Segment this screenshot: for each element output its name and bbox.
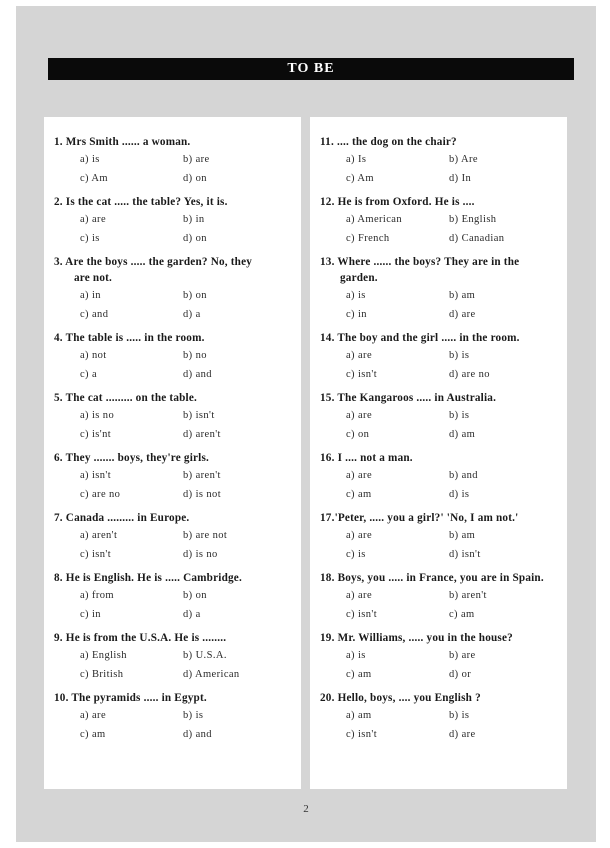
answer-options — [320, 466, 561, 504]
question-stem: 3. Are the boys ..... the garden? No, they — [54, 256, 253, 268]
answer-option-b[interactable]: b) is — [449, 410, 470, 421]
answer-option-c[interactable]: c) isn't — [346, 609, 378, 620]
question-text — [54, 390, 295, 406]
answer-option-a[interactable]: a) American — [346, 214, 402, 225]
question-text — [54, 194, 295, 210]
question-item — [320, 194, 561, 248]
question-text — [320, 254, 561, 286]
answer-option-d[interactable]: d) and — [183, 729, 212, 740]
question-stem: 14. The boy and the girl ..... in the room. — [320, 332, 520, 344]
answer-option-a[interactable]: a) isn't — [80, 470, 112, 481]
answer-option-a[interactable]: a) is — [346, 650, 366, 661]
answer-options — [54, 526, 295, 564]
question-text — [320, 450, 561, 466]
answer-option-b[interactable]: b) am — [449, 530, 476, 541]
answer-options — [320, 646, 561, 684]
question-stem: 12. He is from Oxford. He is .... — [320, 196, 475, 208]
answer-options — [320, 210, 561, 248]
answer-option-a[interactable]: a) am — [346, 710, 372, 721]
answer-option-a[interactable]: a) is — [80, 154, 100, 165]
answer-option-d[interactable]: d) or — [449, 669, 472, 680]
question-stem: 4. The table is ..... in the room. — [54, 332, 205, 344]
answer-option-a[interactable]: a) Is — [346, 154, 367, 165]
question-stem: 13. Where ...... the boys? They are in the — [320, 256, 520, 268]
answer-options — [320, 706, 561, 744]
answer-option-c[interactable]: c) a — [80, 369, 98, 380]
question-text — [54, 450, 295, 466]
right-question-column — [310, 117, 567, 789]
page-number: 2 — [303, 803, 309, 815]
answer-option-c[interactable]: c) am — [346, 489, 372, 500]
question-item — [320, 690, 561, 744]
answer-options — [54, 586, 295, 624]
question-stem: 5. The cat ......... on the table. — [54, 392, 198, 404]
question-text — [320, 194, 561, 210]
answer-options — [54, 210, 295, 248]
question-stem: 9. He is from the U.S.A. He is ........ — [54, 632, 227, 644]
answer-option-a[interactable]: a) from — [80, 590, 114, 601]
answer-option-a[interactable]: a) are — [346, 590, 372, 601]
answer-option-b[interactable]: b) are — [183, 154, 210, 165]
answer-options — [54, 646, 295, 684]
answer-option-d[interactable]: d) American — [183, 669, 240, 680]
question-text — [320, 630, 561, 646]
answer-option-b[interactable]: b) am — [449, 290, 476, 301]
answer-option-b[interactable]: b) in — [183, 214, 205, 225]
question-item — [320, 390, 561, 444]
answer-option-d[interactable]: d) isn't — [449, 549, 481, 560]
answer-option-d[interactable]: c) am — [449, 609, 475, 620]
answer-option-b[interactable]: b) Are — [449, 154, 478, 165]
answer-option-c[interactable]: c) in — [346, 309, 367, 320]
answer-option-b[interactable]: b) isn't — [183, 410, 215, 421]
answer-option-b[interactable]: b) on — [183, 590, 207, 601]
question-item — [320, 510, 561, 564]
answer-option-c[interactable]: c) and — [80, 309, 109, 320]
question-stem: 15. The Kangaroos ..... in Australia. — [320, 392, 497, 404]
answer-option-a[interactable]: a) are — [346, 410, 372, 421]
answer-option-b[interactable]: b) U.S.A. — [183, 650, 227, 661]
question-item — [320, 134, 561, 188]
answer-option-c[interactable]: c) French — [346, 233, 390, 244]
answer-option-d[interactable]: d) aren't — [183, 429, 221, 440]
question-item — [320, 330, 561, 384]
question-text — [320, 690, 561, 706]
answer-option-b[interactable]: b) aren't — [183, 470, 221, 481]
question-item — [320, 254, 561, 324]
answer-option-b[interactable]: b) are — [449, 650, 476, 661]
question-stem: 19. Mr. Williams, ..... you in the house? — [320, 632, 513, 644]
page-title: TO BE — [48, 58, 574, 80]
question-text — [320, 390, 561, 406]
answer-option-a[interactable]: a) are — [346, 530, 372, 541]
answer-option-c[interactable]: c) are no — [80, 489, 121, 500]
answer-option-d[interactable]: d) is — [449, 489, 470, 500]
answer-option-d[interactable]: d) is not — [183, 489, 222, 500]
answer-options — [320, 586, 561, 624]
answer-option-c[interactable]: c) is — [80, 233, 100, 244]
question-stem: 18. Boys, you ..... in France, you are in Spain. — [320, 572, 544, 584]
answer-options — [54, 706, 295, 744]
answer-option-d[interactable]: d) on — [183, 233, 207, 244]
question-item — [54, 134, 295, 188]
answer-option-a[interactable]: a) not — [80, 350, 107, 361]
answer-option-a[interactable]: a) English — [80, 650, 127, 661]
question-text — [320, 570, 561, 586]
worksheet-page — [16, 6, 596, 842]
answer-options — [54, 346, 295, 384]
answer-option-b[interactable]: b) is — [449, 350, 470, 361]
answer-option-d[interactable]: d) is no — [183, 549, 218, 560]
answer-option-c[interactable]: c) British — [80, 669, 124, 680]
answer-option-c[interactable]: c) isn't — [346, 369, 378, 380]
answer-option-a[interactable]: a) are — [80, 710, 106, 721]
answer-options — [54, 466, 295, 504]
question-item — [320, 630, 561, 684]
answer-option-c[interactable]: c) isn't — [80, 549, 112, 560]
question-item — [54, 630, 295, 684]
question-stem: 1. Mrs Smith ...... a woman. — [54, 136, 191, 148]
question-text — [54, 570, 295, 586]
answer-option-b[interactable]: b) aren't — [449, 590, 487, 601]
question-stem-continuation: garden. — [340, 272, 378, 284]
answer-option-d[interactable]: d) am — [449, 429, 476, 440]
question-item — [320, 450, 561, 504]
question-text — [54, 510, 295, 526]
answer-option-a[interactable]: a) are — [80, 214, 106, 225]
answer-option-d[interactable]: d) a — [183, 609, 201, 620]
question-stem: 20. Hello, boys, .... you English ? — [320, 692, 481, 704]
answer-option-b[interactable]: b) English — [449, 214, 497, 225]
answer-option-b[interactable]: b) and — [449, 470, 478, 481]
question-stem: 8. He is English. He is ..... Cambridge. — [54, 572, 242, 584]
answer-option-d[interactable]: d) on — [183, 173, 207, 184]
question-stem: 7. Canada ......... in Europe. — [54, 512, 190, 524]
answer-options — [320, 346, 561, 384]
answer-option-d[interactable]: d) are — [449, 729, 476, 740]
answer-options — [54, 406, 295, 444]
answer-option-b[interactable]: b) on — [183, 290, 207, 301]
question-item — [54, 330, 295, 384]
left-question-column — [44, 117, 301, 789]
question-text — [320, 510, 561, 526]
answer-options — [54, 150, 295, 188]
question-text — [54, 330, 295, 346]
answer-option-d[interactable]: d) and — [183, 369, 212, 380]
answer-option-c[interactable]: c) is — [346, 549, 366, 560]
answer-option-c[interactable]: c) Am — [80, 173, 108, 184]
question-text — [320, 330, 561, 346]
answer-option-c[interactable]: c) Am — [346, 173, 374, 184]
question-stem: 11. .... the dog on the chair? — [320, 136, 457, 148]
question-stem-continuation: are not. — [74, 272, 113, 284]
question-item — [54, 690, 295, 744]
question-text — [54, 254, 295, 286]
answer-option-d[interactable]: d) a — [183, 309, 201, 320]
answer-option-b[interactable]: b) is — [449, 710, 470, 721]
question-item — [54, 570, 295, 624]
answer-option-d[interactable]: d) Canadian — [449, 233, 505, 244]
answer-option-c[interactable]: c) on — [346, 429, 370, 440]
answer-options — [320, 526, 561, 564]
question-text — [320, 134, 561, 150]
question-text — [54, 690, 295, 706]
answer-option-c[interactable]: c) am — [346, 669, 372, 680]
answer-options — [320, 150, 561, 188]
question-item — [320, 570, 561, 624]
question-item — [54, 194, 295, 248]
question-stem: 16. I .... not a man. — [320, 452, 413, 464]
question-item — [54, 510, 295, 564]
answer-option-b[interactable]: b) no — [183, 350, 207, 361]
answer-options — [320, 286, 561, 324]
answer-option-b[interactable]: b) are not — [183, 530, 228, 541]
answer-option-d[interactable]: d) In — [449, 173, 472, 184]
answer-option-c[interactable]: c) isn't — [346, 729, 378, 740]
answer-option-c[interactable]: c) is'nt — [80, 429, 112, 440]
question-stem: 17.'Peter, ..... you a girl?' 'No, I am not.' — [320, 512, 519, 524]
question-stem: 2. Is the cat ..... the table? Yes, it is. — [54, 196, 228, 208]
answer-option-d[interactable]: d) are — [449, 309, 476, 320]
answer-option-a[interactable]: a) in — [80, 290, 101, 301]
answer-option-a[interactable]: a) aren't — [80, 530, 118, 541]
answer-option-a[interactable]: a) is no — [80, 410, 115, 421]
question-item — [54, 254, 295, 324]
question-text — [54, 134, 295, 150]
answer-options — [320, 406, 561, 444]
answer-option-c[interactable]: c) am — [80, 729, 106, 740]
answer-option-a[interactable]: a) are — [346, 350, 372, 361]
question-stem: 6. They ....... boys, they're girls. — [54, 452, 210, 464]
answer-option-b[interactable]: b) is — [183, 710, 204, 721]
answer-option-d[interactable]: d) are no — [449, 369, 490, 380]
question-text — [54, 630, 295, 646]
question-item — [54, 390, 295, 444]
question-item — [54, 450, 295, 504]
question-stem: 10. The pyramids ..... in Egypt. — [54, 692, 207, 704]
answer-options — [54, 286, 295, 324]
answer-option-a[interactable]: a) are — [346, 470, 372, 481]
answer-option-a[interactable]: a) is — [346, 290, 366, 301]
answer-option-c[interactable]: c) in — [80, 609, 101, 620]
